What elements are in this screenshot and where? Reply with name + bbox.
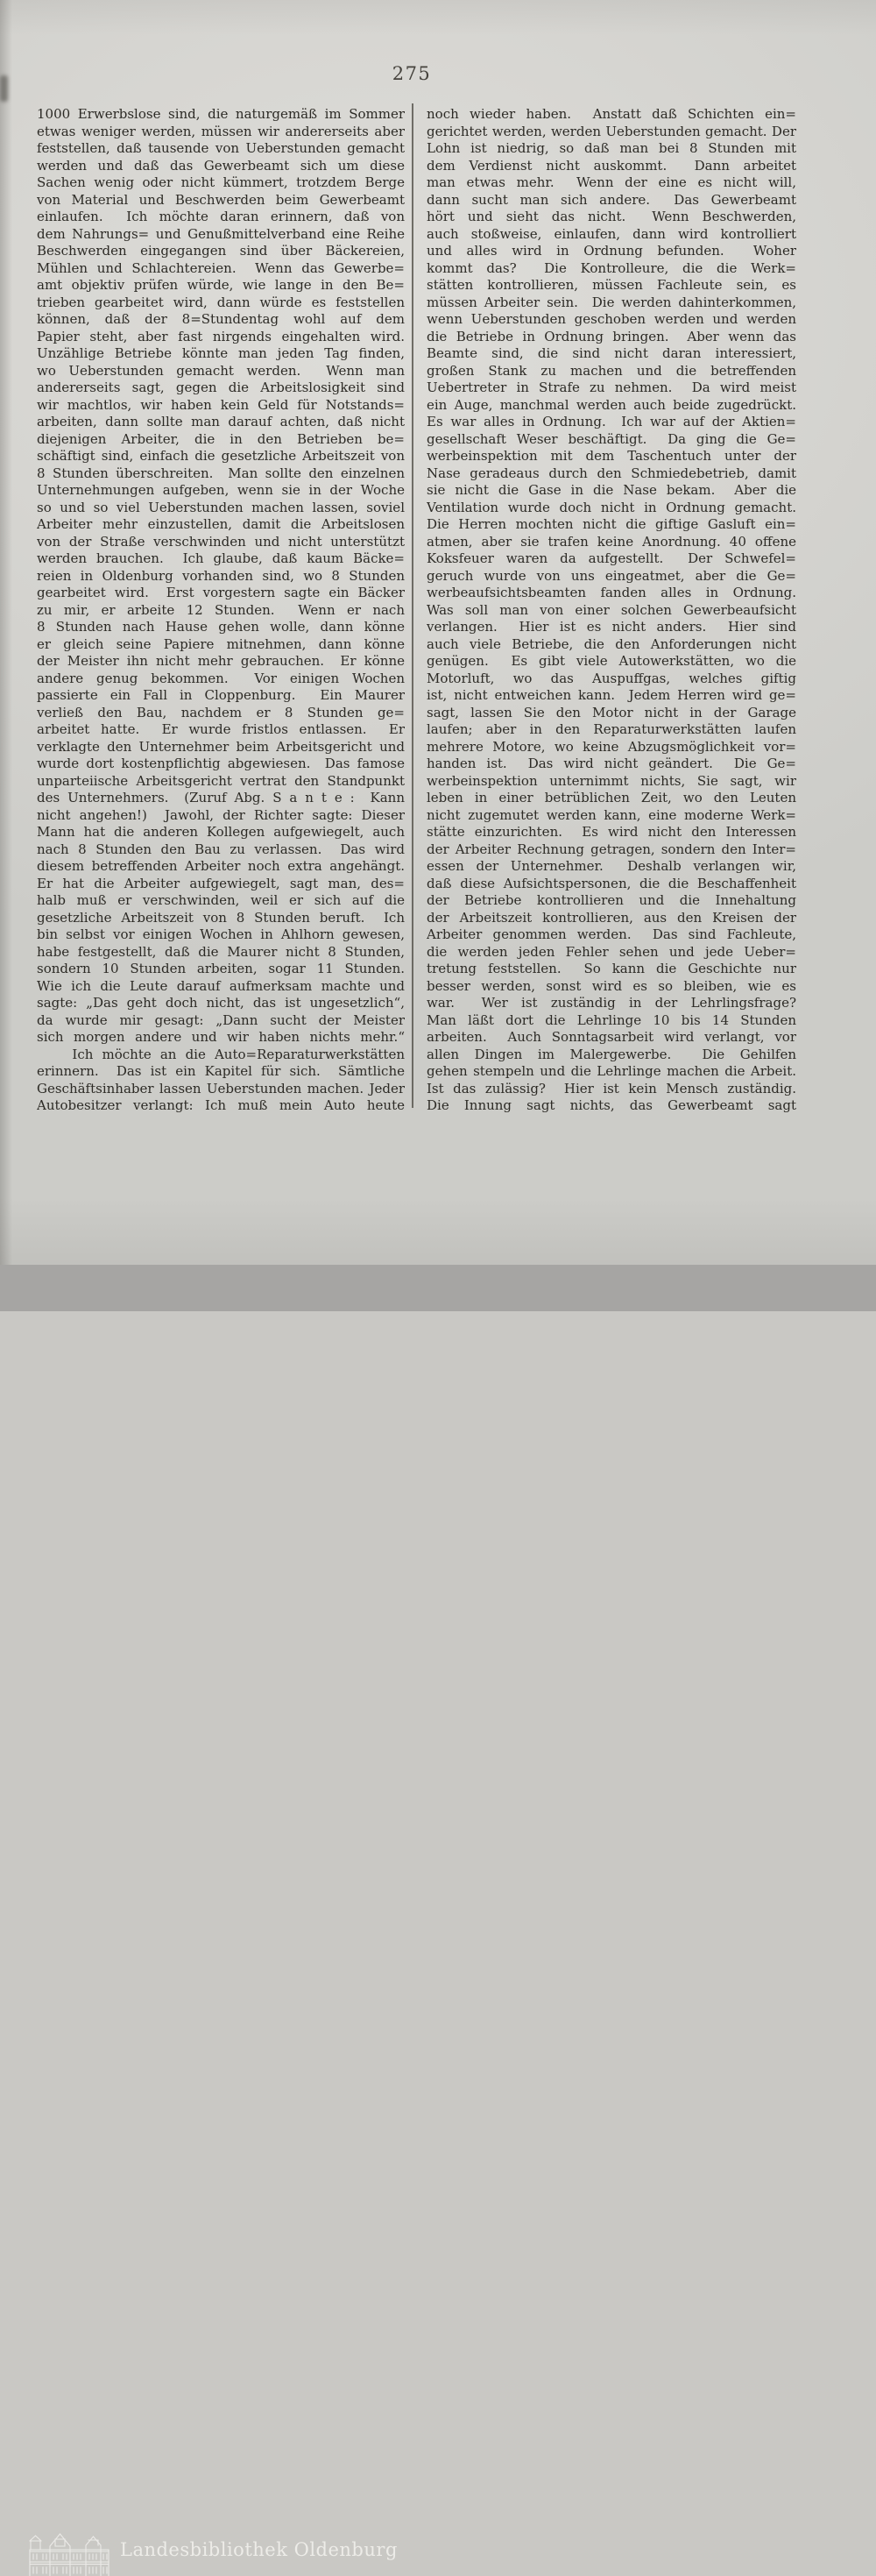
text-line: Ist das zulässig? Hier ist kein Mensch zuständig.	[427, 1080, 796, 1096]
text-line: reien in Oldenburg vorhanden sind, wo 8 Stunden	[37, 567, 405, 584]
text-line: und alles wird in Ordnung befunden. Woher	[427, 243, 796, 259]
text-line: zu mir, er arbeite 12 Stunden. Wenn er nach	[37, 601, 405, 618]
text-line: gerichtet werden, werden Ueberstunden gemacht. Der	[427, 123, 796, 139]
text-line: gearbeitet wird. Erst vorgestern sagte ein Bäcker	[37, 585, 405, 600]
text-line: von der Straße verschwinden und nicht unterstützt	[37, 533, 405, 550]
library-watermark-label: Landesbibliothek Oldenburg	[120, 2539, 398, 2560]
text-line: halb muß er verschwinden, weil er sich auf die	[37, 892, 405, 908]
text-line: Papier steht, aber fast nirgends eingehalten wird.	[37, 328, 405, 344]
text-line: sagte: „Das geht doch nicht, das ist ungesetzlich“,	[37, 995, 405, 1011]
text-line: Unzählige Betriebe könnte man jeden Tag finden,	[37, 345, 405, 361]
text-line: werbeinspektion mit dem Taschentuch unter der	[427, 448, 796, 464]
column-divider-rule	[412, 103, 413, 1108]
text-line: habe festgestellt, daß die Maurer nicht 8 Stunden,	[37, 943, 405, 960]
text-line: feststellen, daß tausende von Ueberstunden gemacht	[37, 140, 405, 156]
text-line: tretung feststellen. So kann die Geschichte nur	[427, 961, 796, 976]
text-line: man etwas mehr. Wenn der eine es nicht will,	[427, 174, 796, 190]
text-line: Mühlen und Schlachtereien. Wenn das Gewerbe=	[37, 259, 405, 276]
text-line: Beamte sind, die sind nicht daran interessiert,	[427, 345, 796, 361]
text-line: arbeiten, dann sollte man darauf achten, daß nicht	[37, 414, 405, 429]
text-line: sich morgen andere und wir haben nichts mehr.“	[37, 1029, 405, 1045]
text-line: nicht zugemutet werden kann, eine moderne Werk=	[427, 806, 796, 823]
text-line: stätte einzurichten. Es wird nicht den Interessen	[427, 824, 796, 840]
text-line: besser werden, sonst wird es so bleiben, wie es	[427, 977, 796, 994]
text-line: des Unternehmers. (Zuruf Abg. S a n t e : Kann	[37, 790, 405, 805]
text-line: Mann hat die anderen Kollegen aufgewiegelt, auch	[37, 824, 405, 840]
text-line: dem Verdienst nicht auskommt. Dann arbeitet	[427, 157, 796, 174]
text-line: Motorluft, wo das Auspuffgas, welches giftig	[427, 670, 796, 686]
text-line: müssen Arbeiter sein. Die werden dahinterkommen,	[427, 294, 796, 310]
text-line: ist, nicht entweichen kann. Jedem Herren wird ge=	[427, 687, 796, 703]
text-line: können, daß der 8=Stundentag wohl auf dem	[37, 311, 405, 327]
text-line: geruch wurde von uns eingeatmet, aber die Ge=	[427, 567, 796, 584]
text-line: Man läßt dort die Lehrlinge 10 bis 14 Stunden	[427, 1011, 796, 1028]
text-line: von Material und Beschwerden beim Gewerbeamt	[37, 191, 405, 208]
text-line: Uebertreter in Strafe zu nehmen. Da wird meist	[427, 380, 796, 395]
text-line: wo Ueberstunden gemacht werden. Wenn man	[37, 362, 405, 379]
text-line: handen ist. Das wird nicht geändert. Die Ge=	[427, 756, 796, 771]
text-line: schäftigt sind, einfach die gesetzliche Arbeitszeit von	[37, 448, 405, 464]
text-line: etwas weniger werden, müssen wir andererseits aber	[37, 123, 405, 139]
text-line: Die Herren mochten nicht die giftige Gasluft ein=	[427, 516, 796, 532]
text-line: stätten kontrollieren, müssen Fachleute sein, es	[427, 277, 796, 293]
text-line: werden und daß das Gewerbeamt sich um diese	[37, 157, 405, 174]
text-line: Koksfeuer waren da aufgestellt. Der Schwefel=	[427, 550, 796, 566]
text-line: so und so viel Ueberstunden machen lassen, soviel	[37, 499, 405, 515]
text-line: da wurde mir gesagt: „Dann sucht der Meister	[37, 1011, 405, 1028]
text-line: Lohn ist niedrig, so daß man bei 8 Stunden mit	[427, 140, 796, 156]
text-line: werbeinspektion unternimmt nichts, Sie sagt, wir	[427, 772, 796, 789]
text-line: wir machtlos, wir haben kein Geld für Notstands=	[37, 396, 405, 413]
text-line: dann sucht man sich andere. Das Gewerbeamt	[427, 191, 796, 208]
text-line: gesetzliche Arbeitszeit von 8 Stunden beruft. Ich	[37, 909, 405, 926]
text-line: ein Auge, manchmal werden auch beide zugedrückt.	[427, 396, 796, 413]
text-line: kommt das? Die Kontrolleure, die die Werk=	[427, 259, 796, 276]
text-line: großen Stank zu machen und die betreffenden	[427, 362, 796, 379]
text-line: hört und sieht das nicht. Wenn Beschwerden,	[427, 209, 796, 224]
text-line: 8 Stunden nach Hause gehen wolle, dann könne	[37, 619, 405, 635]
text-line: einlaufen. Ich möchte daran erinnern, daß von	[37, 209, 405, 224]
text-line: arbeiten. Auch Sonntagsarbeit wird verlangt, vor	[427, 1029, 796, 1045]
text-line: die Betriebe in Ordnung bringen. Aber wenn das	[427, 328, 796, 344]
text-line: verließ den Bau, nachdem er 8 Stunden ge=	[37, 704, 405, 720]
text-line: verlangen. Hier ist es nicht anders. Hier sind	[427, 619, 796, 635]
text-line: er gleich seine Papiere mitnehmen, dann könne	[37, 635, 405, 652]
text-line: nicht angehen!) Jawohl, der Richter sagte: Dieser	[37, 806, 405, 823]
text-line: auch viele Betriebe, die den Anforderungen nicht	[427, 635, 796, 652]
text-column-right	[427, 106, 796, 1115]
library-watermark-bar	[0, 1265, 876, 2560]
text-line: erinnern. Das ist ein Kapitel für sich. Sämtliche	[37, 1063, 405, 1079]
text-column-left	[37, 106, 405, 1115]
text-line: gehen stempeln und die Lehrlinge machen die Arbeit.	[427, 1063, 796, 1079]
text-line: Geschäftsinhaber lassen Ueberstunden machen. Jeder	[37, 1080, 405, 1096]
text-line: der Arbeiter Rechnung getragen, sondern den Inter=	[427, 841, 796, 857]
text-line: Autobesitzer verlangt: Ich muß mein Auto heute	[37, 1097, 405, 1113]
text-line: dem Nahrungs= und Genußmittelverband eine Reihe	[37, 225, 405, 242]
text-line: sie nicht die Gase in die Nase bekam. Aber die	[427, 482, 796, 498]
text-line: bin selbst vor einigen Wochen in Ahlhorn gewesen,	[37, 926, 405, 942]
text-line: Beschwerden eingegangen sind über Bäckereien,	[37, 243, 405, 259]
text-line: laufen; aber in den Reparaturwerkstätten laufen	[427, 721, 796, 737]
text-line: wurde dort kostenpflichtig abgewiesen. Das famose	[37, 756, 405, 771]
text-line: auch stoßweise, einlaufen, dann wird kontrolliert	[427, 225, 796, 242]
library-building-icon	[28, 2529, 110, 2576]
text-line: Was soll man von einer solchen Gewerbeaufsicht	[427, 601, 796, 618]
text-line: gesellschaft Weser beschäftigt. Da ging die Ge=	[427, 430, 796, 447]
text-line: amt objektiv prüfen würde, wie lange in den Be=	[37, 277, 405, 293]
text-line: Die Innung sagt nichts, das Gewerbeamt sagt	[427, 1097, 796, 1113]
text-line: diejenigen Arbeiter, die in den Betrieben be=	[37, 430, 405, 447]
text-line: Nase geradeaus durch den Schmiedebetrieb, damit	[427, 465, 796, 481]
text-line: verklagte den Unternehmer beim Arbeitsgericht und	[37, 738, 405, 755]
text-line: mehrere Motore, wo keine Abzugsmöglichkeit vor=	[427, 738, 796, 755]
text-line: essen der Unternehmer. Deshalb verlangen wir,	[427, 858, 796, 874]
text-line: trieben gearbeitet wird, dann würde es feststellen	[37, 294, 405, 310]
text-line: noch wieder haben. Anstatt daß Schichten ein=	[427, 106, 796, 122]
text-line: die werden jeden Fehler sehen und jede Ueber=	[427, 943, 796, 960]
text-line: leben in einer betrüblichen Zeit, wo den Leuten	[427, 790, 796, 805]
text-line: allen Dingen im Malergewerbe. Die Gehilfen	[427, 1046, 796, 1062]
text-line: passierte ein Fall in Cloppenburg. Ein Maurer	[37, 687, 405, 703]
text-line: 8 Stunden überschreiten. Man sollte den einzelnen	[37, 465, 405, 481]
text-line: daß diese Aufsichtspersonen, die die Beschaffenheit	[427, 875, 796, 891]
text-line: der Meister ihn nicht mehr gebrauchen. Er könne	[37, 653, 405, 669]
text-line: andererseits sagt, gegen die Arbeitslosigkeit sind	[37, 380, 405, 395]
text-line: werden brauchen. Ich glaube, daß kaum Bäcke=	[37, 550, 405, 566]
text-line: nach 8 Stunden den Bau zu verlassen. Das wird	[37, 841, 405, 857]
text-line: Ventilation wurde doch nicht in Ordnung gemacht.	[427, 499, 796, 515]
text-line: arbeitet hatte. Er wurde fristlos entlassen. Er	[37, 721, 405, 737]
text-line: Unternehmungen aufgeben, wenn sie in der Woche	[37, 482, 405, 498]
text-line: sagt, lassen Sie den Motor nicht in der Garage	[427, 704, 796, 720]
text-line: Arbeiter genommen werden. Das sind Fachleute,	[427, 926, 796, 942]
text-line: unparteiische Arbeitsgericht vertrat den Standpunkt	[37, 772, 405, 789]
text-line: Ich möchte an die Auto=Reparaturwerkstätten	[37, 1046, 405, 1062]
text-line: atmen, aber sie trafen keine Anordnung. 40 offene	[427, 533, 796, 550]
text-line: der Betriebe kontrollieren und die Innehaltung	[427, 892, 796, 908]
page-number: 275	[392, 63, 432, 84]
text-line: 1000 Erwerbslose sind, die naturgemäß im Sommer	[37, 106, 405, 122]
text-line: war. Wer ist zuständig in der Lehrlingsfrage?	[427, 995, 796, 1011]
text-line: sondern 10 Stunden arbeiten, sogar 11 Stunden.	[37, 961, 405, 976]
text-line: Es war alles in Ordnung. Ich war auf der Aktien=	[427, 414, 796, 429]
text-line: wenn Ueberstunden geschoben werden und werden	[427, 311, 796, 327]
text-line: Arbeiter mehr einzustellen, damit die Arbeitslosen	[37, 516, 405, 532]
text-line: andere genug bekommen. Vor einigen Wochen	[37, 670, 405, 686]
text-line: Sachen wenig oder nicht kümmert, trotzdem Berge	[37, 174, 405, 190]
text-line: werbeaufsichtsbeamten fanden alles in Ordnung.	[427, 585, 796, 600]
text-line: diesem betreffenden Arbeiter noch extra angehängt.	[37, 858, 405, 874]
text-line: genügen. Es gibt viele Autowerkstätten, wo die	[427, 653, 796, 669]
text-line: Er hat die Arbeiter aufgewiegelt, sagt man, des=	[37, 875, 405, 891]
text-line: Wie ich die Leute darauf aufmerksam machte und	[37, 977, 405, 994]
text-line: der Arbeitszeit kontrollieren, aus den Kreisen der	[427, 909, 796, 926]
